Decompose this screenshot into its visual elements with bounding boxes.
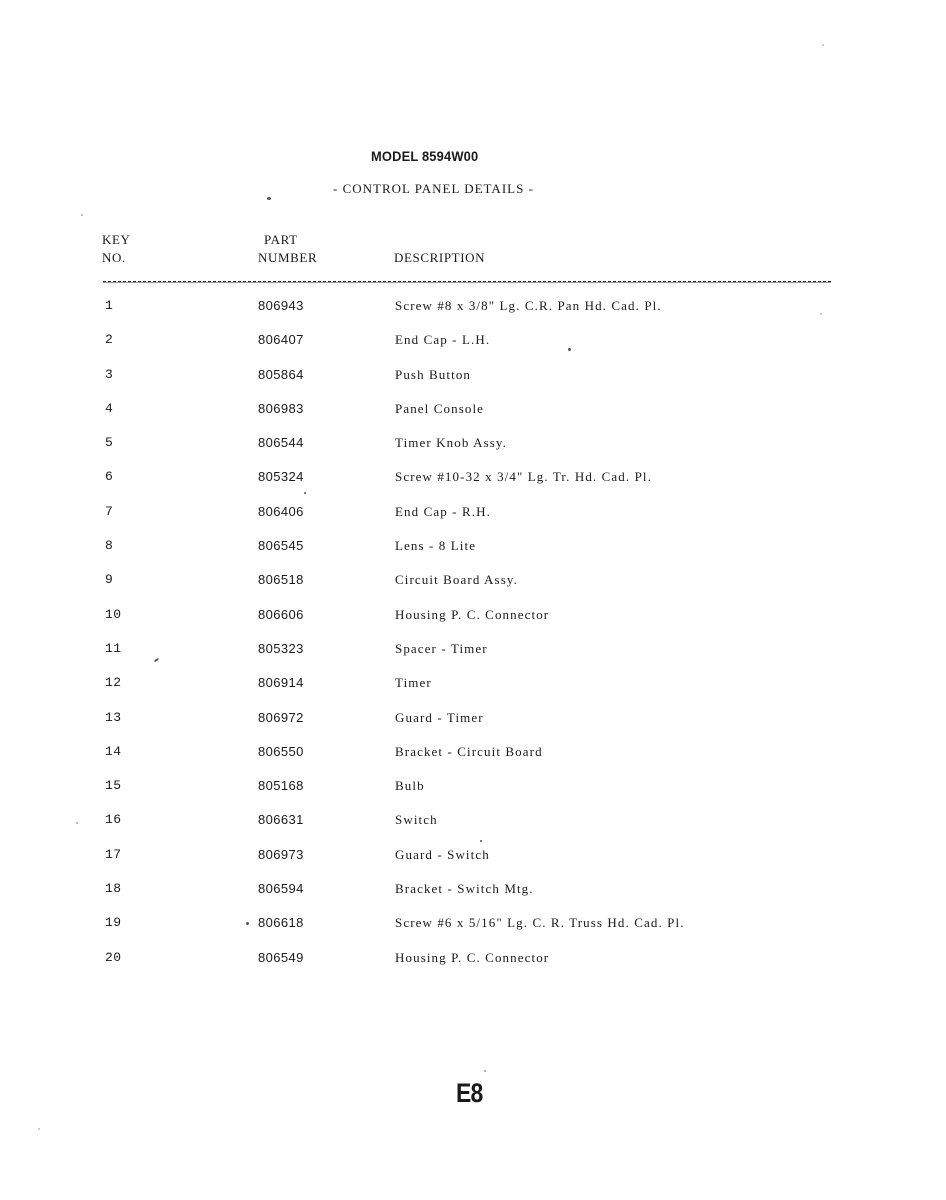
part-number: 806550 bbox=[258, 743, 304, 759]
part-description: Panel Console bbox=[395, 400, 485, 416]
part-number: 806631 bbox=[258, 812, 304, 828]
key-header-line2: NO. bbox=[102, 250, 126, 265]
part-number: 806972 bbox=[258, 709, 304, 725]
scan-speck bbox=[304, 492, 306, 494]
parts-table bbox=[0, 298, 946, 984]
key-number: 4 bbox=[105, 400, 114, 416]
part-number-header bbox=[258, 231, 317, 267]
table-row bbox=[0, 881, 946, 915]
key-number: 17 bbox=[105, 846, 122, 862]
table-row bbox=[0, 469, 946, 503]
description-header: DESCRIPTION bbox=[394, 250, 486, 265]
key-number: 12 bbox=[105, 675, 122, 691]
table-row bbox=[0, 744, 946, 778]
table-row bbox=[0, 950, 946, 984]
part-number: 806407 bbox=[258, 332, 304, 348]
part-number: 806983 bbox=[258, 400, 304, 416]
key-number: 6 bbox=[105, 469, 114, 485]
key-number: 7 bbox=[105, 503, 114, 519]
key-number: 20 bbox=[105, 949, 122, 965]
part-number: 806406 bbox=[258, 503, 304, 519]
part-description: Screw #8 x 3/8" Lg. C.R. Pan Hd. Cad. Pl. bbox=[395, 298, 662, 313]
page-number-label: E8 bbox=[456, 1078, 483, 1108]
table-row bbox=[0, 435, 946, 469]
key-no-header bbox=[102, 231, 131, 267]
table-row bbox=[0, 812, 946, 846]
scan-speck bbox=[76, 822, 78, 824]
part-description: Circuit Board Assy. bbox=[395, 572, 518, 588]
key-number: 11 bbox=[105, 640, 122, 656]
part-number: 806545 bbox=[258, 538, 304, 554]
part-description: End Cap - R.H. bbox=[395, 503, 491, 519]
part-number: 806518 bbox=[258, 572, 304, 588]
table-row bbox=[0, 504, 946, 538]
part-description: Guard - Timer bbox=[395, 709, 484, 725]
table-row bbox=[0, 538, 946, 572]
scan-speck bbox=[38, 1128, 40, 1130]
scan-speck bbox=[246, 922, 249, 925]
part-number: 806618 bbox=[258, 915, 304, 931]
key-number: 3 bbox=[105, 366, 114, 382]
part-number: 805864 bbox=[258, 366, 304, 382]
part-number: 805324 bbox=[258, 469, 304, 485]
key-number: 5 bbox=[105, 435, 114, 451]
part-description: Push Button bbox=[395, 366, 472, 382]
part-description: Bulb bbox=[395, 778, 425, 794]
key-number: 9 bbox=[105, 572, 114, 588]
table-row bbox=[0, 915, 946, 949]
scan-speck bbox=[484, 1070, 486, 1072]
scan-speck bbox=[267, 197, 271, 200]
key-number: 14 bbox=[105, 743, 122, 759]
part-number: 806606 bbox=[258, 606, 304, 622]
key-number: 8 bbox=[105, 538, 114, 554]
part-description: Timer Knob Assy. bbox=[395, 435, 507, 451]
table-row bbox=[0, 641, 946, 675]
part-header-line1: PART bbox=[264, 232, 298, 247]
part-description: Timer bbox=[395, 675, 432, 691]
table-row bbox=[0, 778, 946, 812]
key-number: 1 bbox=[105, 298, 114, 313]
key-number: 13 bbox=[105, 709, 122, 725]
key-number: 19 bbox=[105, 915, 122, 931]
key-number: 18 bbox=[105, 881, 122, 897]
table-row bbox=[0, 710, 946, 744]
part-number: 806914 bbox=[258, 675, 304, 691]
table-row bbox=[0, 401, 946, 435]
part-number: 806544 bbox=[258, 435, 304, 451]
part-description: Housing P. C. Connector bbox=[395, 606, 550, 622]
part-number: 806973 bbox=[258, 846, 304, 862]
page-subtitle: - CONTROL PANEL DETAILS - bbox=[333, 181, 534, 196]
key-number: 15 bbox=[105, 778, 122, 794]
scan-speck bbox=[81, 214, 83, 216]
scan-speck bbox=[820, 313, 822, 315]
page-title: MODEL 8594W00 bbox=[371, 148, 479, 164]
part-description: Guard - Switch bbox=[395, 846, 490, 862]
key-number: 10 bbox=[105, 606, 122, 622]
part-description: Lens - 8 Lite bbox=[395, 538, 477, 554]
key-header-line1: KEY bbox=[102, 232, 131, 247]
scan-speck bbox=[568, 348, 571, 351]
part-header-line2: NUMBER bbox=[258, 250, 318, 265]
part-description: Bracket - Switch Mtg. bbox=[395, 881, 534, 897]
table-row bbox=[0, 332, 946, 366]
part-description: Screw #6 x 5/16" Lg. C. R. Truss Hd. Cad. Pl. bbox=[395, 915, 685, 931]
part-number: 805323 bbox=[258, 640, 304, 656]
table-row bbox=[0, 367, 946, 401]
part-number: 806594 bbox=[258, 881, 304, 897]
part-description: Bracket - Circuit Board bbox=[395, 743, 543, 759]
header-divider-underline bbox=[103, 282, 831, 283]
scan-speck bbox=[480, 840, 482, 842]
scan-speck bbox=[822, 44, 824, 46]
key-number: 2 bbox=[105, 332, 114, 348]
table-row bbox=[0, 298, 946, 332]
table-row bbox=[0, 572, 946, 606]
part-number: 806549 bbox=[258, 949, 304, 965]
table-row bbox=[0, 607, 946, 641]
part-description: Spacer - Timer bbox=[395, 640, 488, 656]
part-number: 805168 bbox=[258, 778, 304, 794]
table-row bbox=[0, 847, 946, 881]
table-row bbox=[0, 675, 946, 709]
part-description: Switch bbox=[395, 812, 438, 828]
part-description: Screw #10-32 x 3/4" Lg. Tr. Hd. Cad. Pl. bbox=[395, 469, 652, 485]
part-description: End Cap - L.H. bbox=[395, 332, 491, 348]
part-number: 806943 bbox=[258, 298, 304, 313]
part-description: Housing P. C. Connector bbox=[395, 949, 550, 965]
key-number: 16 bbox=[105, 812, 122, 828]
